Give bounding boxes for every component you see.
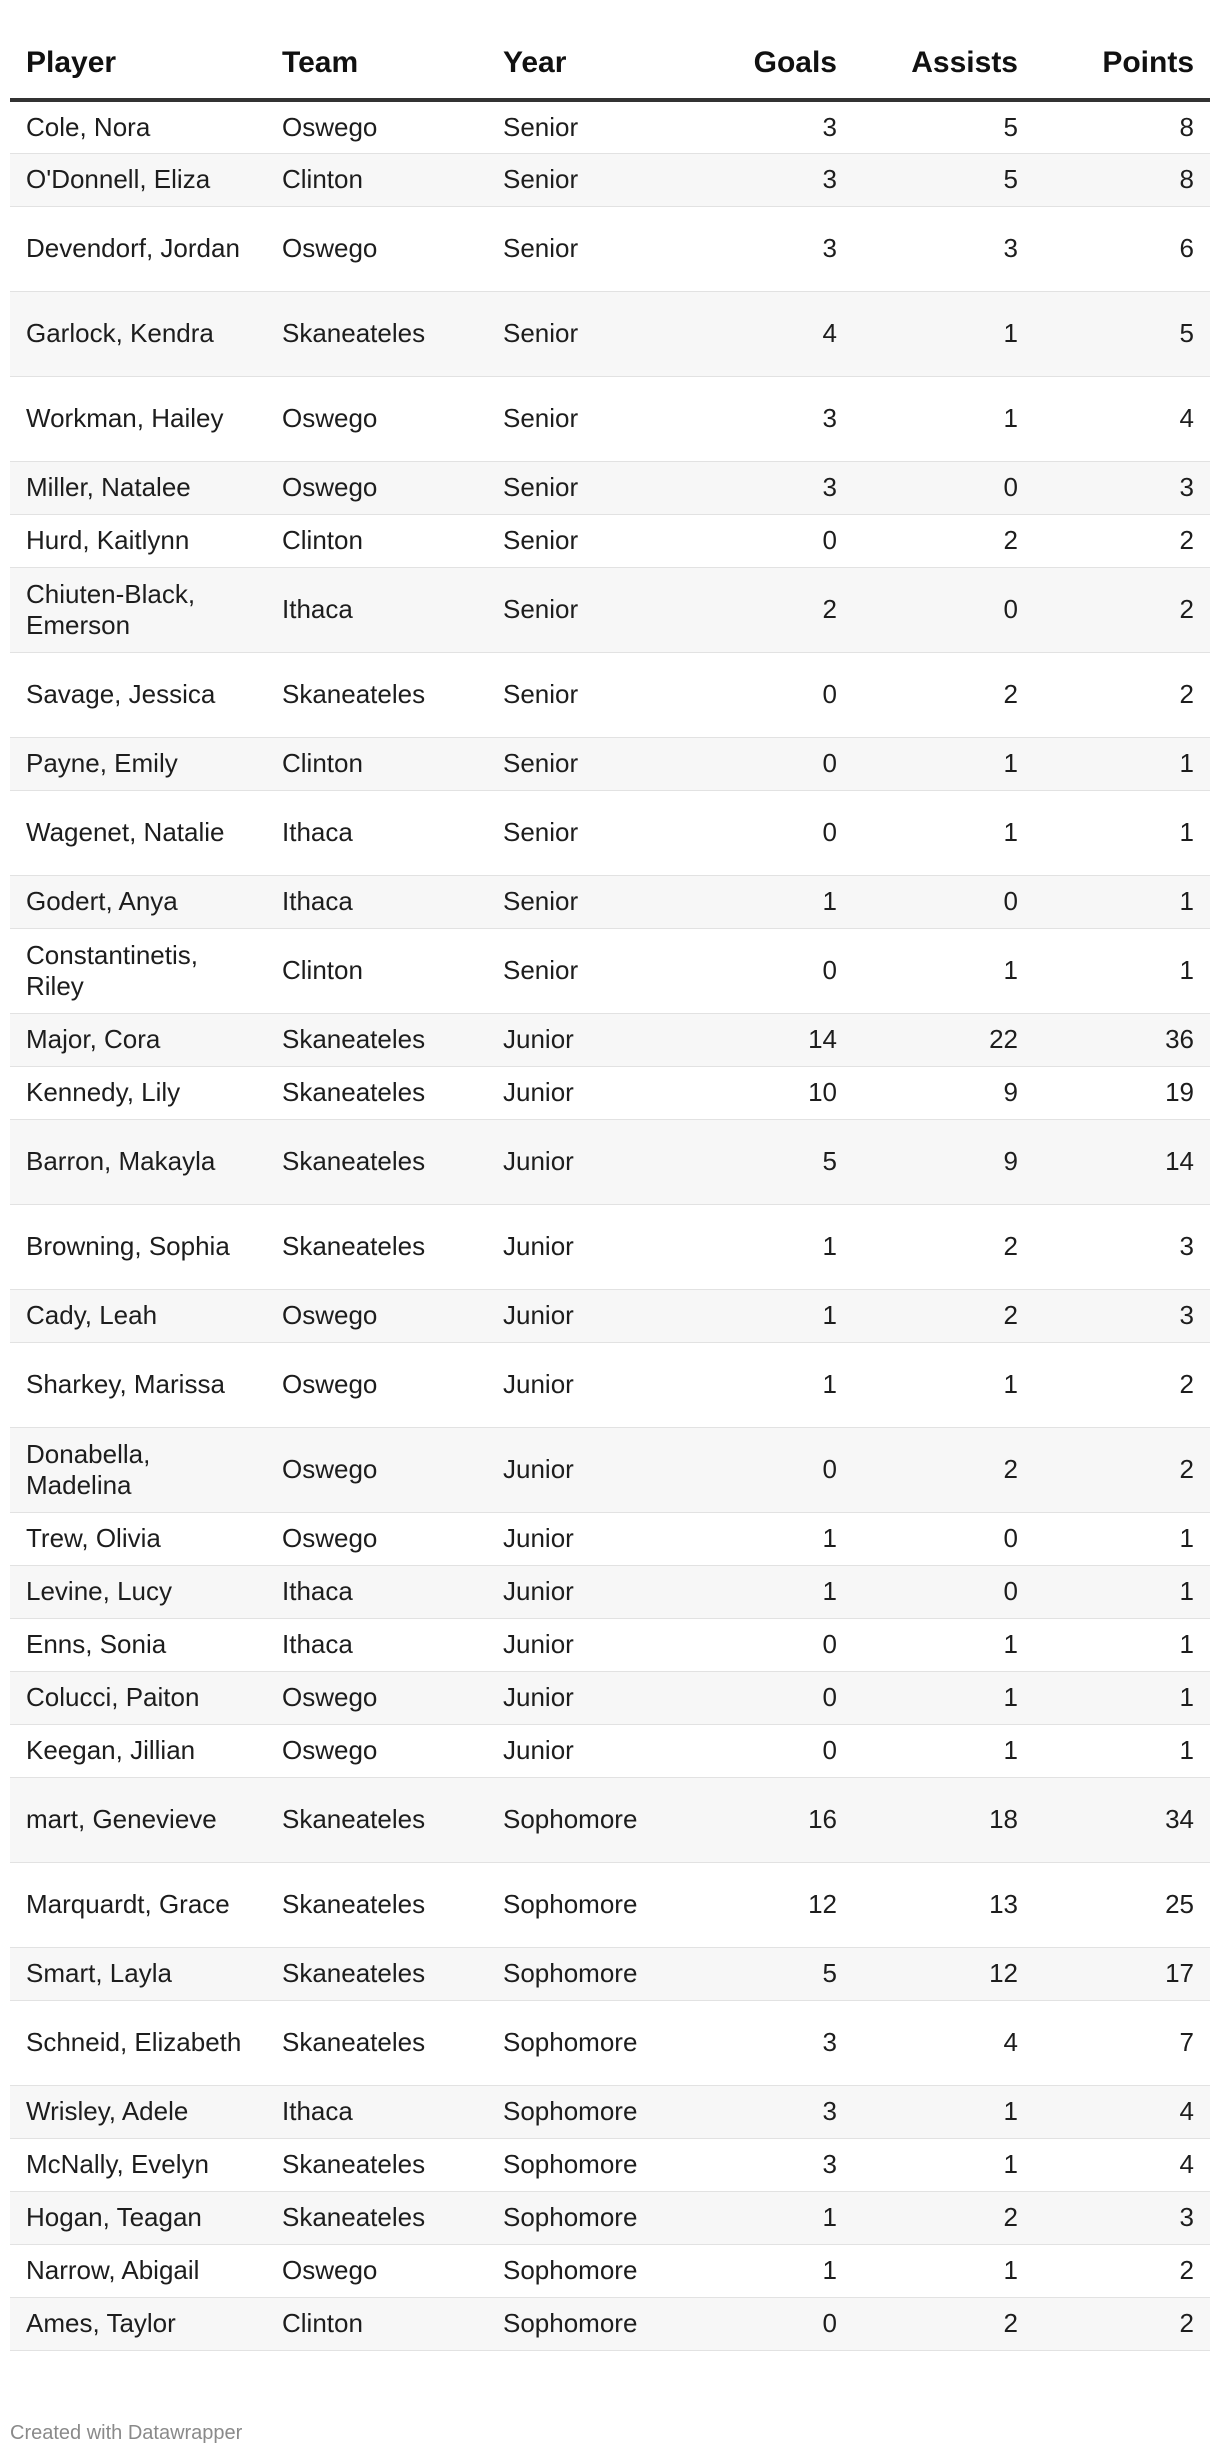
table-row [10, 1013, 1210, 1066]
cell-team: Oswego [266, 376, 487, 461]
cell-team: Oswego [266, 206, 487, 291]
cell-goals: 0 [677, 790, 853, 875]
cell-player: Chiuten-Black, Emerson [10, 567, 266, 652]
cell-assists: 2 [853, 1204, 1034, 1289]
cell-points: 5 [1034, 291, 1210, 376]
cell-player: Miller, Natalee [10, 461, 266, 514]
cell-goals: 5 [677, 1947, 853, 2000]
cell-points: 1 [1034, 928, 1210, 1013]
cell-goals: 3 [677, 2138, 853, 2191]
cell-year: Junior [487, 1013, 677, 1066]
cell-goals: 12 [677, 1862, 853, 1947]
cell-goals: 2 [677, 567, 853, 652]
cell-points: 3 [1034, 2191, 1210, 2244]
cell-team: Oswego [266, 100, 487, 153]
table-row [10, 652, 1210, 737]
cell-team: Skaneateles [266, 1066, 487, 1119]
cell-goals: 1 [677, 1289, 853, 1342]
cell-team: Skaneateles [266, 2191, 487, 2244]
cell-assists: 22 [853, 1013, 1034, 1066]
cell-player: Donabella, Madelina [10, 1427, 266, 1512]
cell-assists: 1 [853, 1342, 1034, 1427]
cell-team: Ithaca [266, 1618, 487, 1671]
cell-assists: 1 [853, 1618, 1034, 1671]
cell-player: Devendorf, Jordan [10, 206, 266, 291]
cell-team: Ithaca [266, 875, 487, 928]
cell-player: Enns, Sonia [10, 1618, 266, 1671]
table-row [10, 1947, 1210, 2000]
cell-player: Hurd, Kaitlynn [10, 514, 266, 567]
cell-points: 1 [1034, 737, 1210, 790]
cell-year: Sophomore [487, 2085, 677, 2138]
table-row [10, 2000, 1210, 2085]
cell-team: Oswego [266, 1427, 487, 1512]
cell-year: Senior [487, 291, 677, 376]
table-row [10, 1119, 1210, 1204]
cell-assists: 2 [853, 514, 1034, 567]
cell-team: Skaneateles [266, 1013, 487, 1066]
table-row [10, 1724, 1210, 1777]
column-header-goals[interactable]: Goals [677, 28, 853, 100]
cell-assists: 1 [853, 2085, 1034, 2138]
table-row [10, 567, 1210, 652]
cell-player: Payne, Emily [10, 737, 266, 790]
cell-year: Sophomore [487, 2000, 677, 2085]
cell-points: 2 [1034, 1427, 1210, 1512]
cell-year: Senior [487, 652, 677, 737]
cell-player: Kennedy, Lily [10, 1066, 266, 1119]
cell-goals: 0 [677, 1618, 853, 1671]
cell-assists: 5 [853, 100, 1034, 153]
header-row [10, 28, 1210, 100]
cell-points: 7 [1034, 2000, 1210, 2085]
table-row [10, 2244, 1210, 2297]
cell-team: Oswego [266, 1342, 487, 1427]
cell-year: Senior [487, 461, 677, 514]
cell-points: 8 [1034, 153, 1210, 206]
cell-points: 3 [1034, 1289, 1210, 1342]
cell-assists: 1 [853, 376, 1034, 461]
cell-year: Sophomore [487, 2138, 677, 2191]
cell-assists: 1 [853, 1671, 1034, 1724]
cell-player: Barron, Makayla [10, 1119, 266, 1204]
cell-assists: 2 [853, 2297, 1034, 2350]
cell-team: Ithaca [266, 1565, 487, 1618]
cell-points: 1 [1034, 1565, 1210, 1618]
cell-player: Ames, Taylor [10, 2297, 266, 2350]
cell-points: 4 [1034, 2085, 1210, 2138]
cell-points: 25 [1034, 1862, 1210, 1947]
cell-assists: 2 [853, 2191, 1034, 2244]
table-row [10, 875, 1210, 928]
cell-year: Junior [487, 1342, 677, 1427]
table-row [10, 2138, 1210, 2191]
cell-team: Skaneateles [266, 2000, 487, 2085]
table-row [10, 514, 1210, 567]
cell-team: Skaneateles [266, 1777, 487, 1862]
cell-points: 4 [1034, 2138, 1210, 2191]
cell-assists: 9 [853, 1066, 1034, 1119]
column-header-assists[interactable]: Assists [853, 28, 1034, 100]
cell-player: Wrisley, Adele [10, 2085, 266, 2138]
cell-team: Clinton [266, 514, 487, 567]
table-row [10, 1066, 1210, 1119]
cell-points: 2 [1034, 514, 1210, 567]
table-row [10, 790, 1210, 875]
cell-player: Savage, Jessica [10, 652, 266, 737]
table-row [10, 1618, 1210, 1671]
cell-player: Workman, Hailey [10, 376, 266, 461]
cell-player: Schneid, Elizabeth [10, 2000, 266, 2085]
cell-year: Junior [487, 1512, 677, 1565]
cell-year: Senior [487, 100, 677, 153]
cell-assists: 18 [853, 1777, 1034, 1862]
cell-team: Skaneateles [266, 1119, 487, 1204]
cell-goals: 1 [677, 875, 853, 928]
cell-assists: 1 [853, 790, 1034, 875]
cell-assists: 1 [853, 2244, 1034, 2297]
cell-player: Major, Cora [10, 1013, 266, 1066]
cell-player: Levine, Lucy [10, 1565, 266, 1618]
cell-points: 14 [1034, 1119, 1210, 1204]
table-row [10, 1862, 1210, 1947]
table-body [10, 100, 1210, 2350]
cell-team: Clinton [266, 737, 487, 790]
cell-goals: 1 [677, 1512, 853, 1565]
cell-year: Junior [487, 1671, 677, 1724]
cell-assists: 1 [853, 291, 1034, 376]
cell-team: Skaneateles [266, 652, 487, 737]
cell-year: Junior [487, 1724, 677, 1777]
cell-team: Skaneateles [266, 2138, 487, 2191]
table-row [10, 1204, 1210, 1289]
cell-goals: 3 [677, 461, 853, 514]
cell-player: Colucci, Paiton [10, 1671, 266, 1724]
table-row [10, 737, 1210, 790]
cell-team: Ithaca [266, 2085, 487, 2138]
cell-player: Keegan, Jillian [10, 1724, 266, 1777]
cell-assists: 12 [853, 1947, 1034, 2000]
cell-player: Browning, Sophia [10, 1204, 266, 1289]
cell-team: Clinton [266, 153, 487, 206]
table-row [10, 100, 1210, 153]
cell-assists: 1 [853, 737, 1034, 790]
cell-player: McNally, Evelyn [10, 2138, 266, 2191]
player-stats-table [10, 28, 1210, 2351]
table-row [10, 461, 1210, 514]
cell-points: 1 [1034, 875, 1210, 928]
cell-team: Oswego [266, 461, 487, 514]
cell-assists: 2 [853, 652, 1034, 737]
cell-year: Sophomore [487, 1947, 677, 2000]
column-header-points[interactable]: Points [1034, 28, 1210, 100]
cell-points: 2 [1034, 652, 1210, 737]
column-header-player[interactable]: Player [10, 28, 266, 100]
table-row [10, 1671, 1210, 1724]
cell-year: Senior [487, 514, 677, 567]
cell-player: Marquardt, Grace [10, 1862, 266, 1947]
cell-points: 19 [1034, 1066, 1210, 1119]
cell-year: Junior [487, 1066, 677, 1119]
cell-year: Senior [487, 206, 677, 291]
cell-goals: 10 [677, 1066, 853, 1119]
cell-team: Oswego [266, 1289, 487, 1342]
cell-goals: 0 [677, 652, 853, 737]
table-header [10, 28, 1210, 100]
cell-points: 1 [1034, 1724, 1210, 1777]
cell-year: Junior [487, 1565, 677, 1618]
cell-year: Sophomore [487, 1862, 677, 1947]
table-row [10, 206, 1210, 291]
cell-year: Junior [487, 1427, 677, 1512]
cell-assists: 1 [853, 928, 1034, 1013]
cell-team: Oswego [266, 1724, 487, 1777]
cell-team: Ithaca [266, 567, 487, 652]
cell-player: Cady, Leah [10, 1289, 266, 1342]
cell-points: 1 [1034, 1512, 1210, 1565]
column-header-team[interactable]: Team [266, 28, 487, 100]
cell-player: Constantinetis, Riley [10, 928, 266, 1013]
cell-team: Clinton [266, 928, 487, 1013]
cell-points: 1 [1034, 790, 1210, 875]
cell-year: Senior [487, 153, 677, 206]
cell-player: Trew, Olivia [10, 1512, 266, 1565]
table-row [10, 2191, 1210, 2244]
cell-points: 3 [1034, 461, 1210, 514]
cell-goals: 14 [677, 1013, 853, 1066]
cell-assists: 0 [853, 1512, 1034, 1565]
cell-year: Sophomore [487, 2191, 677, 2244]
cell-assists: 0 [853, 461, 1034, 514]
cell-team: Skaneateles [266, 1862, 487, 1947]
cell-year: Senior [487, 376, 677, 461]
cell-year: Sophomore [487, 1777, 677, 1862]
cell-team: Ithaca [266, 790, 487, 875]
cell-goals: 16 [677, 1777, 853, 1862]
cell-points: 8 [1034, 100, 1210, 153]
table-row [10, 928, 1210, 1013]
cell-goals: 3 [677, 376, 853, 461]
cell-year: Senior [487, 875, 677, 928]
cell-player: mart, Genevieve [10, 1777, 266, 1862]
cell-assists: 2 [853, 1427, 1034, 1512]
cell-year: Junior [487, 1618, 677, 1671]
cell-player: Godert, Anya [10, 875, 266, 928]
table-row [10, 2085, 1210, 2138]
cell-player: Hogan, Teagan [10, 2191, 266, 2244]
cell-goals: 4 [677, 291, 853, 376]
table-row [10, 291, 1210, 376]
cell-goals: 1 [677, 2191, 853, 2244]
cell-goals: 0 [677, 514, 853, 567]
table-row [10, 1777, 1210, 1862]
cell-player: Smart, Layla [10, 1947, 266, 2000]
cell-player: Wagenet, Natalie [10, 790, 266, 875]
table-row [10, 1427, 1210, 1512]
table-row [10, 376, 1210, 461]
cell-points: 1 [1034, 1618, 1210, 1671]
cell-assists: 0 [853, 875, 1034, 928]
cell-goals: 3 [677, 100, 853, 153]
cell-points: 34 [1034, 1777, 1210, 1862]
cell-team: Skaneateles [266, 1204, 487, 1289]
cell-player: Cole, Nora [10, 100, 266, 153]
cell-points: 2 [1034, 567, 1210, 652]
cell-assists: 3 [853, 206, 1034, 291]
cell-points: 36 [1034, 1013, 1210, 1066]
cell-year: Senior [487, 790, 677, 875]
cell-goals: 1 [677, 1342, 853, 1427]
cell-goals: 0 [677, 1427, 853, 1512]
column-header-year[interactable]: Year [487, 28, 677, 100]
table-row [10, 1289, 1210, 1342]
cell-goals: 1 [677, 2244, 853, 2297]
table-row [10, 1342, 1210, 1427]
cell-assists: 2 [853, 1289, 1034, 1342]
cell-assists: 0 [853, 567, 1034, 652]
cell-year: Senior [487, 928, 677, 1013]
table-row [10, 1565, 1210, 1618]
table-row [10, 153, 1210, 206]
cell-points: 17 [1034, 1947, 1210, 2000]
cell-goals: 3 [677, 2085, 853, 2138]
cell-goals: 0 [677, 1724, 853, 1777]
cell-team: Skaneateles [266, 291, 487, 376]
cell-year: Sophomore [487, 2297, 677, 2350]
cell-year: Sophomore [487, 2244, 677, 2297]
cell-points: 6 [1034, 206, 1210, 291]
cell-team: Skaneateles [266, 1947, 487, 2000]
cell-goals: 0 [677, 737, 853, 790]
cell-goals: 3 [677, 153, 853, 206]
cell-goals: 3 [677, 206, 853, 291]
cell-points: 2 [1034, 1342, 1210, 1427]
cell-assists: 9 [853, 1119, 1034, 1204]
cell-assists: 5 [853, 153, 1034, 206]
cell-year: Junior [487, 1204, 677, 1289]
table-row [10, 2297, 1210, 2350]
cell-player: O'Donnell, Eliza [10, 153, 266, 206]
cell-team: Clinton [266, 2297, 487, 2350]
cell-goals: 1 [677, 1565, 853, 1618]
cell-team: Oswego [266, 2244, 487, 2297]
cell-team: Oswego [266, 1512, 487, 1565]
cell-points: 2 [1034, 2297, 1210, 2350]
cell-year: Junior [487, 1289, 677, 1342]
cell-team: Oswego [266, 1671, 487, 1724]
datawrapper-credit[interactable]: Created with Datawrapper [10, 2422, 243, 2444]
table-row [10, 1512, 1210, 1565]
cell-goals: 3 [677, 2000, 853, 2085]
cell-goals: 0 [677, 2297, 853, 2350]
cell-year: Senior [487, 737, 677, 790]
cell-player: Narrow, Abigail [10, 2244, 266, 2297]
cell-goals: 1 [677, 1204, 853, 1289]
cell-year: Junior [487, 1119, 677, 1204]
cell-points: 4 [1034, 376, 1210, 461]
cell-goals: 0 [677, 1671, 853, 1724]
cell-assists: 1 [853, 1724, 1034, 1777]
cell-assists: 13 [853, 1862, 1034, 1947]
cell-assists: 4 [853, 2000, 1034, 2085]
cell-player: Garlock, Kendra [10, 291, 266, 376]
cell-goals: 5 [677, 1119, 853, 1204]
cell-player: Sharkey, Marissa [10, 1342, 266, 1427]
cell-points: 1 [1034, 1671, 1210, 1724]
cell-year: Senior [487, 567, 677, 652]
cell-goals: 0 [677, 928, 853, 1013]
cell-points: 3 [1034, 1204, 1210, 1289]
cell-assists: 0 [853, 1565, 1034, 1618]
cell-assists: 1 [853, 2138, 1034, 2191]
cell-points: 2 [1034, 2244, 1210, 2297]
